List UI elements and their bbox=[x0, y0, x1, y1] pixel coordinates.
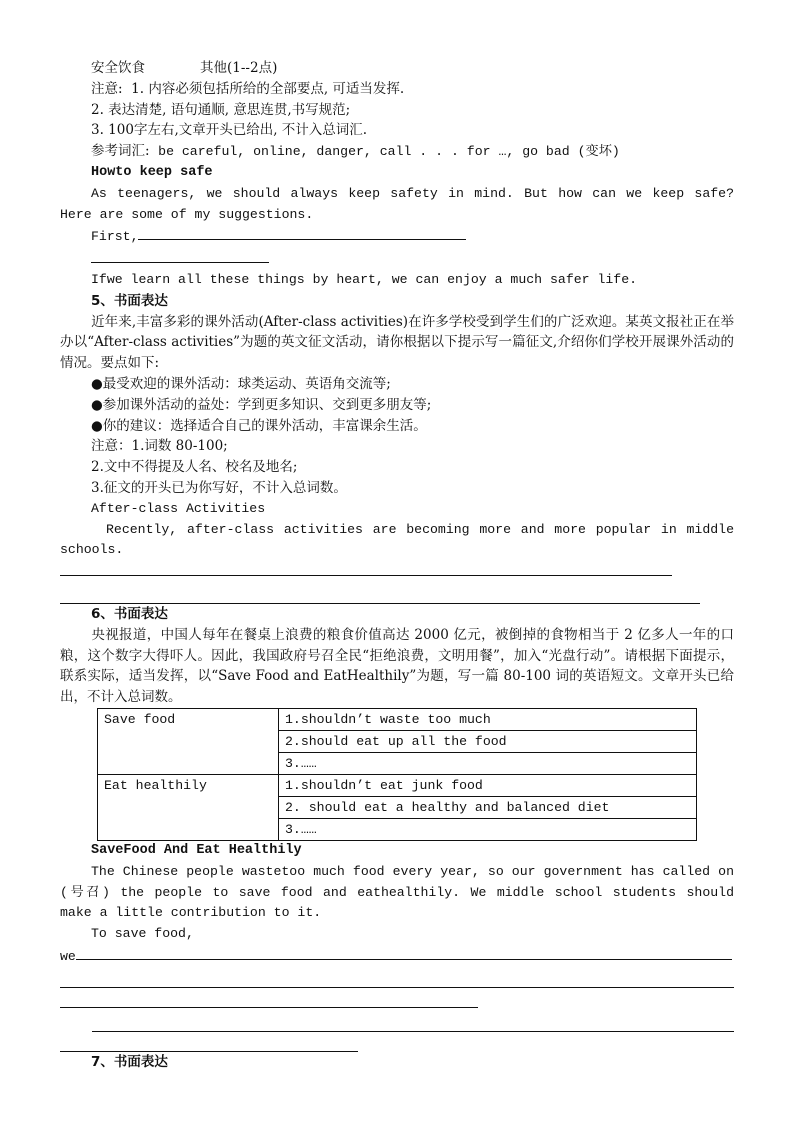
table-row bbox=[98, 708, 697, 730]
section-6-heading: 6、书面表达 bbox=[91, 605, 168, 622]
topic-safe-diet: 安全饮食 bbox=[91, 60, 145, 76]
note-2: 2. 表达清楚, 语句通顺, 意思连贯,书写规范; bbox=[91, 101, 351, 118]
section-5-title: After-class Activities bbox=[91, 500, 266, 516]
table-cell-label: Eat healthily bbox=[98, 774, 279, 840]
section-5-heading: 5、书面表达 bbox=[91, 292, 168, 309]
bullet-dot-icon: ● bbox=[91, 375, 103, 392]
table-cell: 2. should eat a healthy and balanced diet bbox=[279, 796, 697, 818]
topic-other: 其他(1--2点) bbox=[200, 60, 278, 76]
bullet-dot-icon: ● bbox=[91, 396, 103, 413]
we-line: we bbox=[60, 945, 734, 968]
bullet-item: ●参加课外活动的益处：学到更多知识、交到更多朋友等; bbox=[91, 396, 432, 413]
table-cell: 1.shouldn’t eat junk food bbox=[279, 774, 697, 796]
table-cell: 2.should eat up all the food bbox=[279, 730, 697, 752]
essay-ending: Ifwe learn all these things by heart, we can enjoy a much safer life. bbox=[91, 271, 638, 287]
table-row bbox=[98, 774, 697, 796]
section-5-prompt: 近年来,丰富多彩的课外活动(After-class activities)在许多学校受到学生们的广泛欢迎。某英文报社正在举办以“After-class activities”为题的英文征文活动，请你根据以下提示写一篇征文,介绍你们学校开展课外活动的情况。要点如下: bbox=[60, 313, 734, 372]
note-3: 3. 100字左右,文章开头已给出, 不计入总词汇. bbox=[91, 122, 368, 139]
essay-intro: As teenagers, we should always keep safety in mind. But how can we keep safe? Here are some of my suggestions. bbox=[60, 185, 734, 222]
table-cell: 3.…… bbox=[279, 752, 697, 774]
answer-line[interactable] bbox=[60, 561, 672, 576]
table-cell: 3.…… bbox=[279, 818, 697, 840]
section-5-start: Recently, after-class activities are becoming more and more popular in middle schools. bbox=[60, 520, 734, 584]
section-6-prompt: 央视报道，中国人每年在餐桌上浪费的粮食价值高达 2000 亿元，被倒掉的食物相当于 2 亿多人一年的口粮，这个数字大得吓人。因此，我国政府号召全民“拒绝浪费，文明用餐”，加入“光盘行动”。请根据下面提示，联系实际，适当发挥，以“Save Food and EatHealthily”为题，写一篇 80-100 词的英语短文。文章开头已给出，不计入总词数。 bbox=[60, 626, 734, 706]
topic-points-line bbox=[60, 58, 734, 79]
section-6-intro: The Chinese people wastetoo much food every year, so our government has called on (号召) the people to save food and eathealthily. We middle school students should make a little contribution to it. bbox=[60, 863, 734, 921]
section-5-note-3: 3.征文的开头已为你写好，不计入总词数。 bbox=[91, 479, 347, 496]
answer-line-row bbox=[60, 248, 734, 270]
section-6-title: SaveFood And Eat Healthily bbox=[91, 842, 302, 858]
answer-line[interactable] bbox=[138, 225, 466, 240]
answer-line[interactable] bbox=[76, 945, 732, 960]
to-save-food: To save food, bbox=[91, 926, 194, 942]
answer-line[interactable] bbox=[60, 968, 734, 988]
table-cell: 1.shouldn’t waste too much bbox=[279, 708, 697, 730]
answer-line[interactable] bbox=[92, 1012, 734, 1032]
first-line: First, bbox=[60, 225, 734, 248]
answer-line[interactable] bbox=[60, 988, 478, 1008]
answer-line[interactable] bbox=[91, 248, 269, 263]
bullet-dot-icon: ● bbox=[91, 417, 103, 434]
bullet-item: ●最受欢迎的课外活动：球类运动、英语角交流等; bbox=[91, 375, 391, 392]
answer-line[interactable] bbox=[60, 584, 700, 604]
table-cell-label: Save food bbox=[98, 708, 279, 774]
hint-table bbox=[97, 708, 697, 841]
section-7-heading: 7、书面表达 bbox=[91, 1053, 168, 1070]
essay-title: Howto keep safe bbox=[91, 164, 213, 180]
bullet-item: ●你的建议：选择适合自己的课外活动，丰富课余生活。 bbox=[91, 417, 427, 434]
document-page bbox=[60, 58, 734, 1072]
section-5-note-2: 2.文中不得提及人名、校名及地名; bbox=[91, 459, 298, 476]
note-1: 注意: 1. 内容必须包括所给的全部要点, 可适当发挥. bbox=[91, 80, 405, 97]
reference-words: 参考词汇: be careful, online, danger, call . . . for …, go bad (变坏) bbox=[91, 143, 620, 160]
answer-line[interactable] bbox=[60, 1032, 358, 1052]
section-5-note-1: 注意：1.词数 80-100; bbox=[91, 438, 228, 455]
